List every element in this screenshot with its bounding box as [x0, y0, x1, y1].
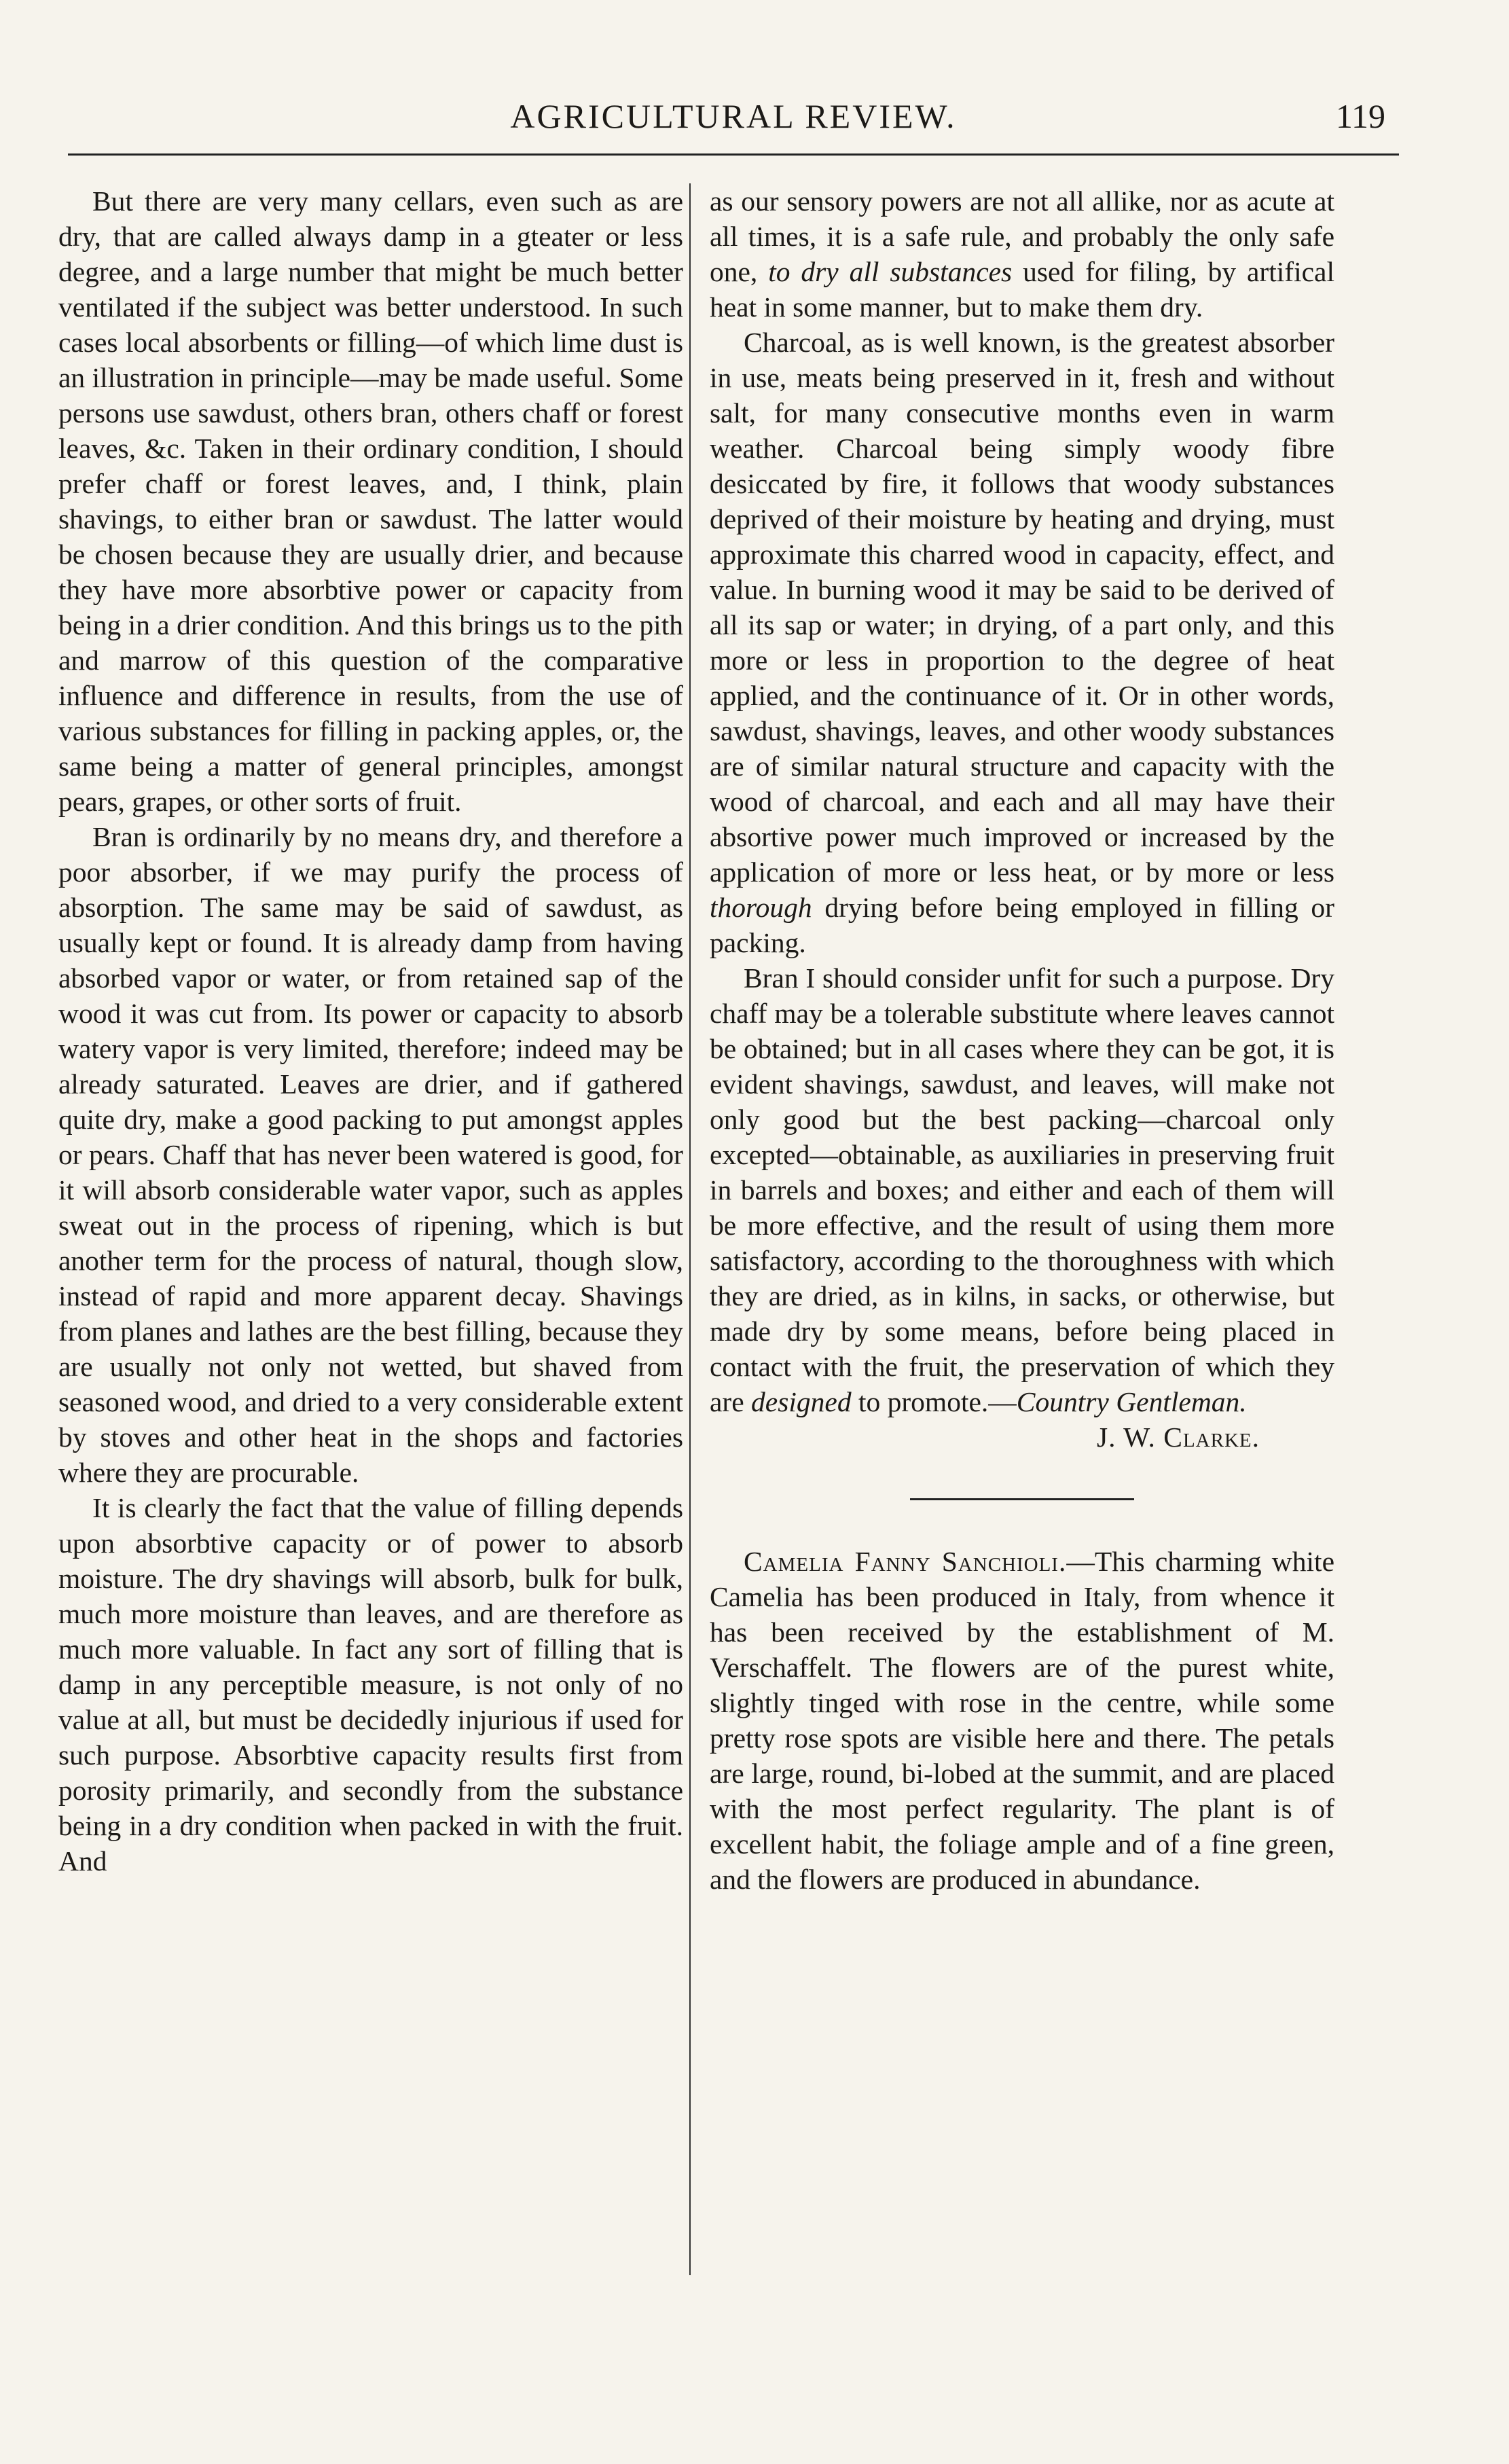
- author-signature: J. W. Clarke.: [1097, 1421, 1260, 1453]
- bran-emphasis: designed: [751, 1386, 852, 1417]
- page-number: 119: [1335, 97, 1385, 135]
- paragraph-continuation: [710, 183, 1334, 325]
- continuation-emphasis: to dry all substances: [768, 256, 1013, 287]
- section-rule: [910, 1498, 1134, 1500]
- continuation-text-start: as our sensory powers are not all allike, nor as acute at all times, it is a safe rule, and probably the only safe one,: [710, 185, 1334, 287]
- charcoal-emphasis: thorough: [710, 892, 812, 923]
- paragraph-camelia: [710, 1544, 1334, 1897]
- header-rule: [68, 153, 1399, 156]
- charcoal-text-start: Charcoal, as is well known, is the greatest absorber in use, meats being preserved in it, fresh and without salt, for many consecutive months even in warm weather. Charcoal being simply woody fibre desiccated by fire, it follows that woody substances deprived of their moisture by heating and drying, must approximate this charred wood in capacity, effect, and value. In burning wood it may be said to be derived of all its sap or water; in drying, of a part only, and this more or less in proportion to the degree of heat applied, and the continuance of it. Or in other words, sawdust, shavings, leaves, and other woody substances are of similar natural structure and capacity with the wood of charcoal, and each and all may have their absortive power much improved or increased by the application of more or less heat, or by more or less: [710, 327, 1334, 888]
- column-divider: [689, 183, 691, 2275]
- source-citation: Country Gentleman.: [1016, 1386, 1247, 1417]
- paragraph-filling: It is clearly the fact that the value of filling depends upon absorbtive capacity or of power to absorb moisture. The dry shavings will absorb, bulk for bulk, much more moisture than leaves, and are therefore as much more valuable. In fact any sort of filling that is damp in any perceptible measure, is not only of no value at all, but must be decidedly injurious if used for such purpose. Absorbtive capacity results first from porosity primarily, and secondly from the substance being in a dry condition when packed in with the fruit. And: [58, 1492, 683, 1877]
- camelia-heading: Camelia Fanny Sanchioli.: [744, 1546, 1067, 1577]
- paragraph-charcoal: [710, 325, 1334, 960]
- paragraph-bran-unfit: [710, 960, 1334, 1419]
- paragraph-cellars: But there are very many cellars, even such as are dry, that are called always damp in a gteater or less degree, and a large number that might be much better ventilated if the subject was better understood. In such cases local absorbents or filling—of which lime dust is an illustration in principle—may be made useful. Some persons use sawdust, others bran, others chaff or forest leaves, &c. Taken in their ordinary condition, I should prefer chaff or forest leaves, and, I think, plain shavings, to either bran or sawdust. The latter would be chosen because they are usually drier, and because they have more absorbtive power or capacity from being in a drier condition. And this brings us to the pith and marrow of this question of the comparative influence and difference in results, from the use of various substances for filling in packing apples, or, the same being a matter of general principles, amongst pears, grapes, or other sorts of fruit.: [58, 185, 683, 817]
- running-head: [68, 96, 1399, 151]
- charcoal-text-end: drying before being employed in filling or packing.: [710, 892, 1334, 958]
- paragraph-bran: Bran is ordinarily by no means dry, and therefore a poor absorber, if we may purify the process of absorption. The same may be said of sawdust, as usually kept or found. It is already damp from having absorbed vapor or water, or from retained sap of the wood it was cut from. Its power or capacity to absorb watery vapor is very limited, therefore; indeed may be already saturated. Leaves are drier, and if gathered quite dry, make a good packing to put amongst apples or pears. Chaff that has never been watered is good, for it will absorb considerable water vapor, such as apples sweat out in the process of ripening, which is but another term for the process of natural, though slow, instead of rapid and more apparent decay. Shavings from planes and lathes are the best filling, because they are usually not only not wetted, but shaved from seasoned wood, and dried to a very considerable extent by stoves and other heat in the shops and factories where they are procurable.: [58, 821, 683, 1488]
- camelia-text: —This charming white Camelia has been produced in Italy, from whence it has been received by the establishment of M. Verschaffelt. The flowers are of the purest white, slightly tinged with rose in the centre, while some pretty rose spots are visible here and there. The petals are large, round, bi-lobed at the summit, and are placed with the most perfect regularity. The plant is of excellent habit, the foliage ample and of a fine green, and the flowers are produced in abundance.: [710, 1546, 1334, 1895]
- continuation-text-end: used for filing, by artifical heat in some manner, but to make them dry.: [710, 256, 1335, 323]
- bran-text-start: Bran I should consider unfit for such a purpose. Dry chaff may be a tolerable substitute where leaves cannot be obtained; but in all cases where they can be got, it is evident shavings, sawdust, and leaves, will make not only good but the best packing—charcoal only excepted—obtainable, as auxiliaries in preserving fruit in barrels and boxes; and either and each of them will be more effective, and the result of using them more satisfactory, according to the thoroughness with which they are dried, as in kilns, in sacks, or otherwise, but made dry by some means, before being placed in contact with the fruit, the preservation of which they are: [710, 962, 1334, 1417]
- bran-text-mid: to promote.—: [851, 1386, 1017, 1417]
- right-column: [710, 183, 1334, 1897]
- left-column: [58, 183, 683, 1879]
- running-title: AGRICULTURAL REVIEW.: [510, 97, 957, 135]
